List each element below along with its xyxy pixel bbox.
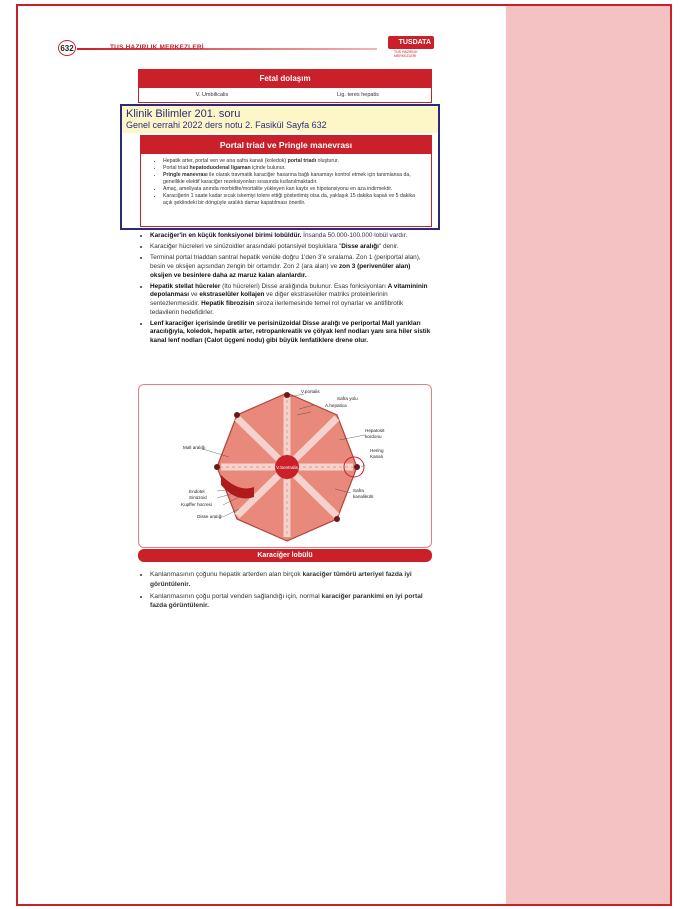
label-portalis: V.portalis: [301, 389, 320, 394]
portal-list-item: • Pringle manevrası ile olarak travmatik karaciğer hasarına bağlı kanamayı kontrol etmek için tanımlansa da, genellikle elektif karaciğer rezeksiyonları sırasında kullanılmaktadır.: [163, 172, 423, 186]
body-list: [138, 232, 434, 346]
source-banner: [122, 106, 438, 133]
body-list-item: • Lenf karaciğer içerisinde üretilir ve perisinüzoidal Disse aralığı ve periportal Mall yarıkları aracılığıyla, koledok, hepatik arter, retropankreatik ve çölyak lenf nodları yanı sıra hiler sistik kanal lenf nodları (Calot üçgeni nodu) gibi büyük lenfatiklere drene olur.: [150, 320, 434, 346]
label-disse: Disse aralığı: [197, 514, 223, 519]
body-list-item: • Kanlanmasının çoğu portal venden sağlandığı için, normal karaciğer parankimi en iyi portal fazda görüntülenir.: [150, 592, 434, 612]
fetal-table: [138, 69, 432, 103]
central-vein-label: V.Sentralis: [276, 465, 298, 470]
portal-list-item: • Hepatik arter, portal ven ve ana safra kanalı (koledok) portal triadı oluşturur.: [163, 158, 423, 165]
logo-subtitle: TUS HAZIRLIK MERKEZLERİ: [394, 50, 418, 58]
source-overlay: [120, 104, 440, 230]
source-line-2: Genel cerrahi 2022 ders notu 2. Fasikül Sayfa 632: [126, 120, 327, 130]
portal-triad-box: [140, 135, 432, 227]
figure-caption: Karaciğer lobülü: [138, 549, 432, 562]
body-list-item: • Karaciğer'in en küçük fonksiyonel birimi lobüldür. İnsanda 50.000-100.000 lobül vardır.: [150, 232, 434, 241]
portal-list-item: • Amaç, ameliyata anında morbidite/mortalite yükleyen kan kaybı ve hipotansiyonu en aza indirmektir.: [163, 186, 423, 193]
page-number: 632: [58, 40, 76, 56]
label-sinuzoid: Sinüzoid: [189, 495, 207, 500]
portal-list-item: • Karaciğerin 1 saate kadar sıcak iskemiyi tolere ettiği gösterilmiş olsa da, yaklaşık 15 dakika kapalı ve 5 dakika açık şeklindeki bir döngüyle aralıklı damar kapatılması önerilir.: [163, 193, 423, 207]
label-kupffer: Kupffer hücresi: [181, 502, 212, 507]
source-line-1: Klinik Bilimler 201. soru: [126, 108, 241, 120]
portal-triad-nw: [234, 412, 240, 418]
body-list-item: • Terminal portal triaddan santral hepatik venüle doğru 1'den 3'e sıralama. Zon 1 (periportal alan), besin ve oksijen açısından zengin bir ortamdır. Zon 2 (ara alan) ve zon 3 (perivenüler alan) oksijen ve besinlere daha az maruz kalan alanlardır.: [150, 254, 434, 280]
liver-lobule-figure: [138, 384, 432, 548]
label-a-hepatica: A.hepatica: [325, 403, 347, 408]
label-safra-yolu: Safra yolu: [337, 396, 358, 401]
body-text-2: [138, 570, 434, 613]
portal-triad-title: Portal triad ve Pringle manevrası: [141, 136, 431, 154]
body-list-2: [138, 570, 434, 611]
page-header: [58, 40, 436, 56]
label-hepatosit: Hepatosit: [365, 428, 385, 433]
label-kordonu: kordonu: [365, 434, 382, 439]
portal-list-item: • Portal triad hepatoduodenal ligaman içinde bulunur.: [163, 165, 423, 172]
fetal-table-row: [139, 88, 431, 102]
label-endotel: Endotel: [189, 489, 205, 494]
body-list-item: • Karaciğer hücreleri ve sinüzoidler arasındaki potansiyel boşluklara "Disse aralığı" denir.: [150, 243, 434, 252]
fetal-cell-2: Lig. teres hepatis: [337, 92, 379, 98]
portal-triad-right: [354, 464, 360, 470]
label-kanali: Kanalı: [370, 454, 384, 459]
portal-triad-se: [334, 516, 340, 522]
header-title: TUS HAZIRLIK MERKEZLERİ: [110, 44, 204, 51]
logo-text: TUSDATA: [388, 36, 434, 49]
label-safra-1: Safra: [353, 488, 364, 493]
label-hering: Hering: [370, 448, 384, 453]
body-text: [138, 232, 434, 348]
lobule-diagram: [139, 385, 433, 549]
label-safra-2: kanalikülü: [353, 494, 374, 499]
tusdata-logo: [388, 36, 436, 56]
portal-triad-left: [214, 464, 220, 470]
portal-triad-list: [141, 158, 431, 207]
fetal-cell-1: V. Umbilicalis: [195, 92, 229, 98]
label-mall: Mall aralığı: [183, 445, 206, 450]
body-list-item: • Kanlanmasının çoğunu hepatik arterden alan birçok karaciğer tümörü arteriyel fazda iyi görüntülenir.: [150, 570, 434, 590]
body-list-item: • Hepatik stellat hücreler (Ito hücreleri) Disse aralığında bulunur. Esas fonksiyonları A vitamininin depolanması ve ekstraselüler kollajen ve diğer ekstraselüler matriks proteinlerinin sentezlenmesidir. Hepatik fibrozisin siroza ilerlemesinde temel rol oynarlar ve antifibrotik tedavilerin hedefidirler.: [150, 283, 434, 317]
fetal-table-title: Fetal dolaşım: [139, 70, 431, 88]
